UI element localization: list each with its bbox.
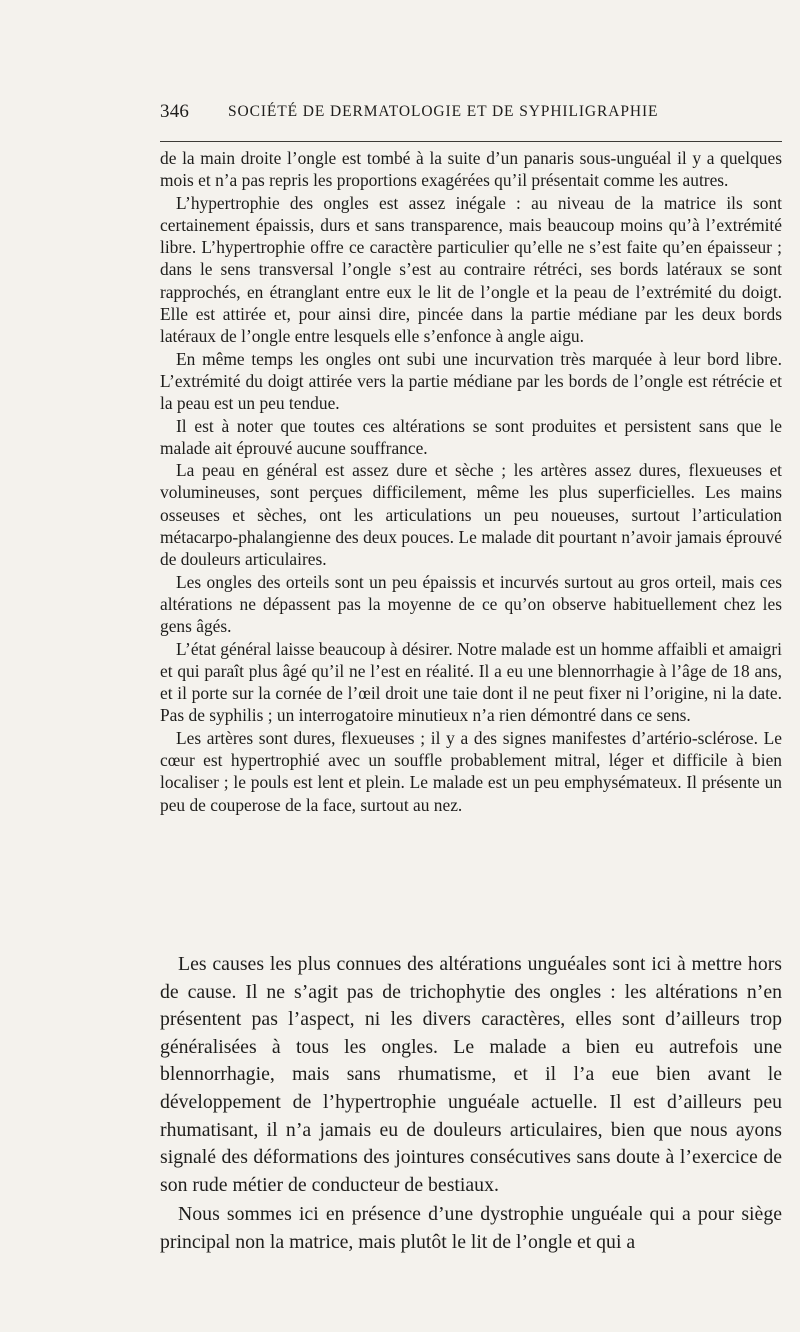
paragraph: La peau en général est assez dure et sèche ; les artères assez dures, flexueuses et volumineuses, sont perçues difficilement, même les plus superficielles. Les mains osseuses et sèches, ont les articulations un peu noueuses, surtout l’articulation métacarpo-phalangienne des deux pouces. Le malade dit pourtant n’avoir jamais éprouvé de douleurs articulaires. [160,460,782,570]
paragraph: Les ongles des orteils sont un peu épaissis et incurvés surtout au gros orteil, mais ces altérations ne dépassent pas la moyenne de ce qu’on observe habituellement chez les gens âgés. [160,571,782,637]
paragraph: L’hypertrophie des ongles est assez inégale : au niveau de la matrice ils sont certainement épaissis, durs et sans transparence, mais beaucoup moins qu’à l’extrémité libre. L’hypertrophie offre ce caractère particulier qu’elle ne s’est faite qu’en épaisseur ; dans le sens transversal l’ongle s’est au contraire rétréci, ses bords latéraux se sont rapprochés, en étranglant entre eux le lit de l’ongle et la peau de l’extrémité du doigt. Elle est attirée et, pour ainsi dire, pincée dans la partie médiane par les deux bords latéraux de l’ongle entre lesquels elle s’enfonce à angle aigu. [160,192,782,347]
case-report-text [160,147,782,816]
page-number: 346 [160,101,190,122]
paragraph: Les artères sont dures, flexueuses ; il y a des signes manifestes d’artério-sclérose. Le cœur est hypertrophié avec un souffle probablement mitral, léger et difficile à bien localiser ; le pouls est lent et plein. Le malade est un peu emphysémateux. Il présente un peu de couperose de la face, surtout au nez. [160,727,782,815]
header-rule [160,141,782,142]
running-title: SOCIÉTÉ DE DERMATOLOGIE ET DE SYPHILIGRAPHIE [228,103,659,120]
paragraph: Les causes les plus connues des altérations unguéales sont ici à mettre hors de cause. Il ne s’agit pas de trichophytie des ongles : les altérations n’en présentent pas l’aspect, ni les divers caractères, elles sont d’ailleurs trop généralisées à tous les ongles. Le malade a bien eu autrefois une blennorrhagie, mais sans rhumatisme, et il l’a eue bien avant le développement de l’hypertrophie unguéale actuelle. Il est d’ailleurs peu rhumatisant, il n’a jamais eu de douleurs articulaires, bien que nous ayons signalé des déformations des jointures consécutives sans doute à l’exercice de son rude métier de conducteur de bestiaux. [160,953,782,1196]
paragraph: L’état général laisse beaucoup à désirer. Notre malade est un homme affaibli et amaigri et qui paraît plus âgé qu’il ne l’est en réalité. Il a eu une blennorrhagie à l’âge de 18 ans, et il porte sur la cornée de l’œil droit une taie dont il ne peut fixer ni l’origine, ni la date. Pas de syphilis ; un interrogatoire minutieux n’a rien démontré dans ce sens. [160,638,782,726]
discussion-text [160,951,782,1257]
paragraph: En même temps les ongles ont subi une incurvation très marquée à leur bord libre. L’extrémité du doigt attirée vers la partie médiane par les bords de l’ongle est rétrécie et la peau est un peu tendue. [160,348,782,414]
paragraph: de la main droite l’ongle est tombé à la suite d’un panaris sous-unguéal il y a quelques mois et n’a pas repris les proportions exagérées qu’il présentait comme les autres. [160,148,782,191]
paragraph: Il est à noter que toutes ces altérations se sont produites et persistent sans que le malade ait éprouvé aucune souffrance. [160,415,782,458]
running-head [160,101,725,129]
paragraph: Nous sommes ici en présence d’une dystrophie unguéale qui a pour siège principal non la matrice, mais plutôt le lit de l’ongle et qui a [160,1203,782,1253]
